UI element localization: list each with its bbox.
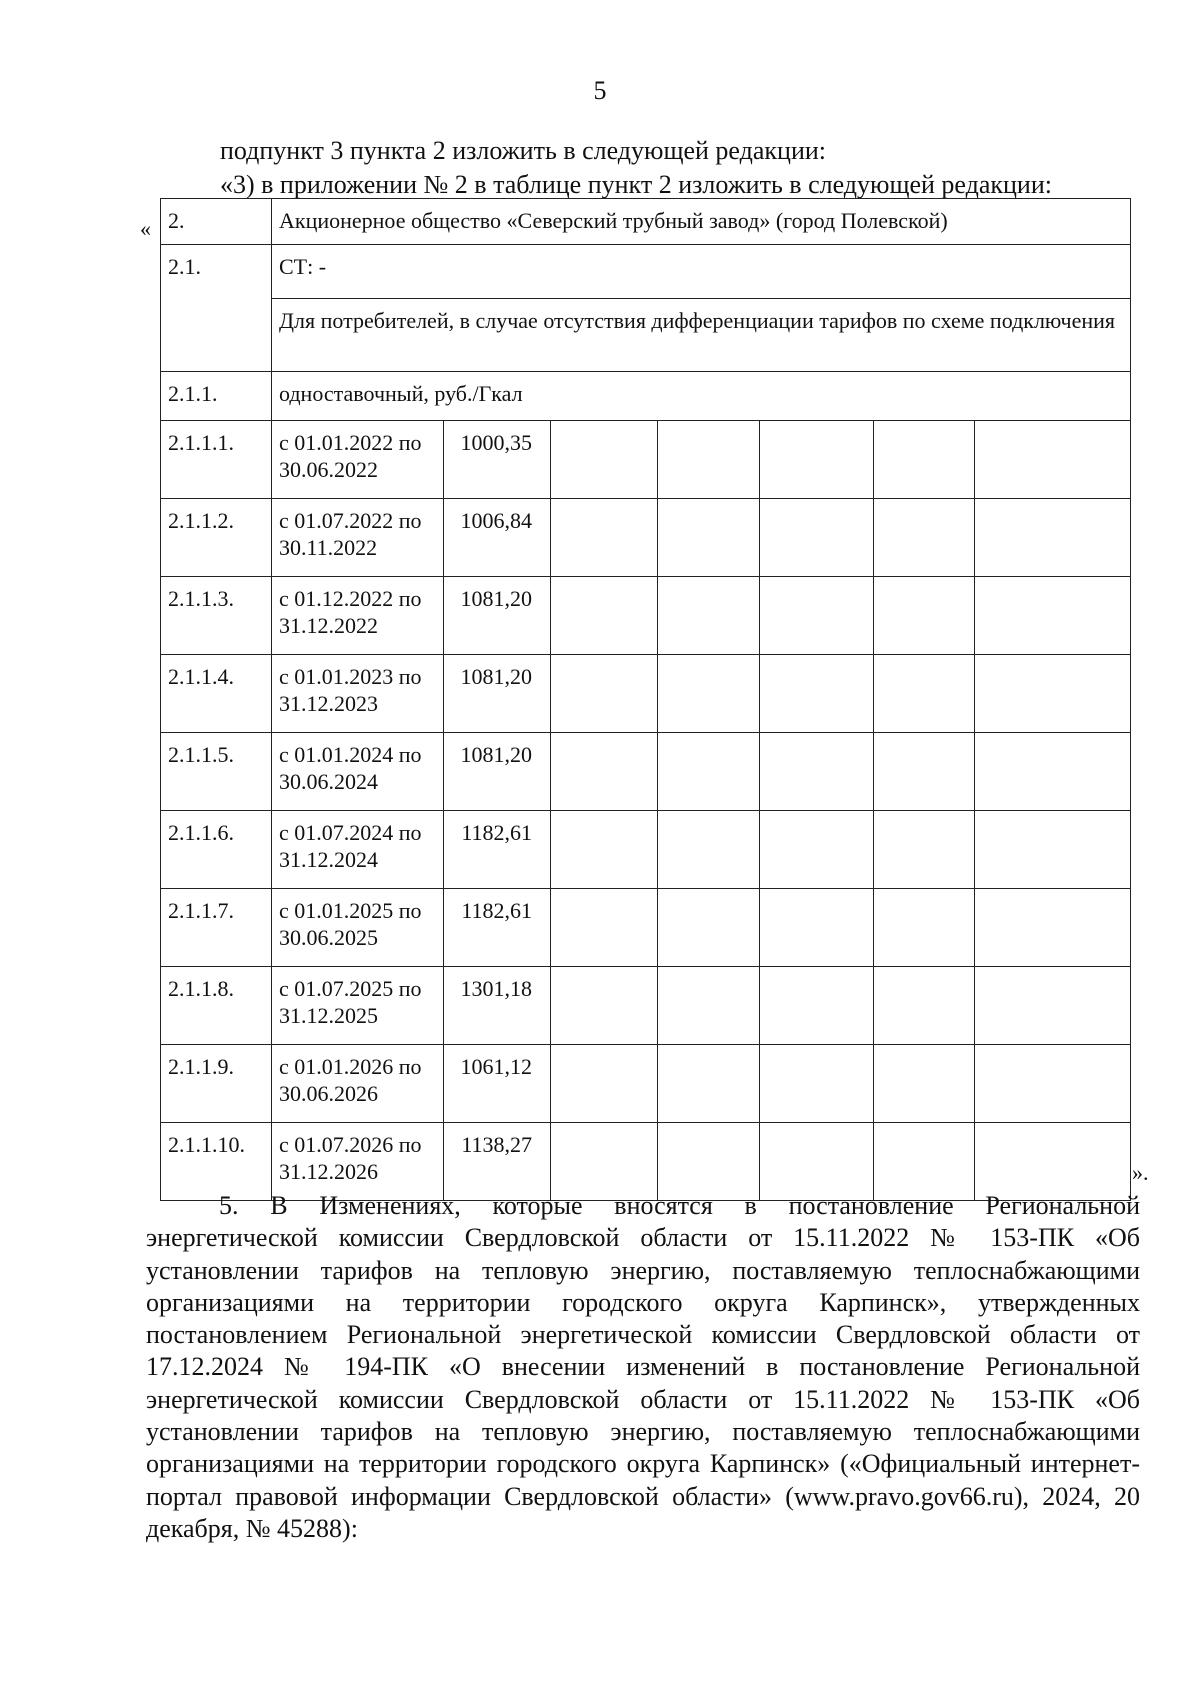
row-number: 2.1.1.: [161, 372, 272, 421]
empty-cell: [658, 1123, 760, 1201]
empty-cell: [975, 889, 1131, 967]
company-name: Акционерное общество «Северский трубный завод» (город Полевской): [272, 199, 1131, 245]
row-number: 2.1.1.2.: [161, 499, 272, 577]
empty-cell: [551, 577, 658, 655]
tariff-type: одноставочный, руб./Гкал: [272, 372, 1131, 421]
empty-cell: [551, 421, 658, 499]
table-row: [161, 889, 1131, 967]
empty-cell: [975, 655, 1131, 733]
empty-cell: [874, 1045, 975, 1123]
tariff-value: 1182,61: [444, 811, 551, 889]
period-cell: с 01.01.2023 по 31.12.2023: [272, 655, 444, 733]
period-cell: с 01.07.2024 по 31.12.2024: [272, 811, 444, 889]
row-number: 2.1.1.1.: [161, 421, 272, 499]
period-cell: с 01.07.2025 по 31.12.2025: [272, 967, 444, 1045]
quote-close: ».: [1132, 1160, 1149, 1185]
empty-cell: [874, 967, 975, 1045]
tariff-value: 1000,35: [444, 421, 551, 499]
table-row-2-1: [161, 245, 1131, 299]
empty-cell: [975, 967, 1131, 1045]
empty-cell: [658, 499, 760, 577]
period-cell: с 01.07.2022 по 30.11.2022: [272, 499, 444, 577]
table-row: [161, 499, 1131, 577]
empty-cell: [874, 421, 975, 499]
tariff-value: 1081,20: [444, 577, 551, 655]
row-number: 2.1.1.9.: [161, 1045, 272, 1123]
tariff-value: 1061,12: [444, 1045, 551, 1123]
empty-cell: [760, 1123, 874, 1201]
row-number: 2.1.1.8.: [161, 967, 272, 1045]
table-row: [161, 811, 1131, 889]
table-row-2: [161, 199, 1131, 245]
empty-cell: [760, 967, 874, 1045]
empty-cell: [551, 1123, 658, 1201]
tariff-value: 1006,84: [444, 499, 551, 577]
row-number: 2.1.1.6.: [161, 811, 272, 889]
tariff-value: 1081,20: [444, 655, 551, 733]
tariff-value: 1182,61: [444, 889, 551, 967]
table-row: [161, 655, 1131, 733]
empty-cell: [975, 421, 1131, 499]
table-row: [161, 733, 1131, 811]
paragraph-5-block: [146, 1190, 1140, 1545]
empty-cell: [975, 811, 1131, 889]
period-cell: с 01.01.2022 по 30.06.2022: [272, 421, 444, 499]
row-number: 2.1.1.4.: [161, 655, 272, 733]
quote-open: «: [140, 216, 151, 241]
intro-line-1: подпункт 3 пункта 2 изложить в следующей редакции:: [220, 136, 826, 165]
row-number: 2.1.: [161, 245, 272, 372]
empty-cell: [658, 811, 760, 889]
empty-cell: [551, 499, 658, 577]
empty-cell: [760, 655, 874, 733]
period-cell: с 01.01.2025 по 30.06.2025: [272, 889, 444, 967]
paragraph-5: 5. В Изменениях, которые вносятся в постановление Региональной энергетической комиссии Свердловской области от 15.11.2022 № 153-ПК «Об установлении тарифов на тепловую энергию, поставляемую теплоснабжающими организациями на территории городского округа Карпинск», утвержденных постановлением Региональной энергетической комиссии Свердловской области от 17.12.2024 № 194-ПК «О внесении изменений в постановление Региональной энергетической комиссии Свердловской области от 15.11.2022 № 153-ПК «Об установлении тарифов на тепловую энергию, поставляемую теплоснабжающими организациями на территории городского округа Карпинск» («Официальный интернет-портал правовой информации Свердловской области» (www.pravo.gov66.ru), 2024, 20 декабря, № 45288):: [146, 1191, 1140, 1543]
empty-cell: [874, 811, 975, 889]
empty-cell: [760, 499, 874, 577]
empty-cell: [760, 421, 874, 499]
row-number: 2.: [161, 199, 272, 245]
empty-cell: [760, 577, 874, 655]
system-label: СТ: -: [272, 245, 1131, 299]
period-cell: с 01.01.2024 по 30.06.2024: [272, 733, 444, 811]
empty-cell: [658, 1045, 760, 1123]
empty-cell: [760, 811, 874, 889]
consumer-note: Для потребителей, в случае отсутствия дифференциации тарифов по схеме подключения: [272, 299, 1131, 372]
empty-cell: [551, 1045, 658, 1123]
empty-cell: [551, 811, 658, 889]
empty-cell: [874, 1123, 975, 1201]
empty-cell: [975, 1123, 1131, 1201]
empty-cell: [658, 967, 760, 1045]
empty-cell: [551, 967, 658, 1045]
tariff-value: 1138,27: [444, 1123, 551, 1201]
period-cell: с 01.12.2022 по 31.12.2022: [272, 577, 444, 655]
empty-cell: [874, 499, 975, 577]
row-number: 2.1.1.7.: [161, 889, 272, 967]
empty-cell: [760, 733, 874, 811]
table-row: [161, 967, 1131, 1045]
tariff-table: [160, 198, 1131, 1201]
empty-cell: [874, 655, 975, 733]
empty-cell: [658, 421, 760, 499]
table-row: [161, 421, 1131, 499]
page-number: 5: [593, 76, 607, 105]
empty-cell: [874, 577, 975, 655]
empty-cell: [551, 655, 658, 733]
table-row-note: [161, 299, 1131, 372]
empty-cell: [760, 1045, 874, 1123]
table-row: [161, 577, 1131, 655]
empty-cell: [975, 1045, 1131, 1123]
row-number: 2.1.1.10.: [161, 1123, 272, 1201]
row-number: 2.1.1.3.: [161, 577, 272, 655]
row-number: 2.1.1.5.: [161, 733, 272, 811]
empty-cell: [658, 889, 760, 967]
empty-cell: [975, 499, 1131, 577]
empty-cell: [658, 655, 760, 733]
table-row-2-1-1: [161, 372, 1131, 421]
empty-cell: [874, 733, 975, 811]
empty-cell: [760, 889, 874, 967]
tariff-value: 1081,20: [444, 733, 551, 811]
empty-cell: [658, 577, 760, 655]
period-cell: с 01.07.2026 по 31.12.2026: [272, 1123, 444, 1201]
table-row: [161, 1123, 1131, 1201]
empty-cell: [874, 889, 975, 967]
empty-cell: [551, 889, 658, 967]
period-cell: с 01.01.2026 по 30.06.2026: [272, 1045, 444, 1123]
empty-cell: [551, 733, 658, 811]
empty-cell: [658, 733, 760, 811]
empty-cell: [975, 577, 1131, 655]
tariff-value: 1301,18: [444, 967, 551, 1045]
intro-line-2: «3) в приложении № 2 в таблице пункт 2 изложить в следующей редакции:: [220, 170, 1052, 199]
table-row: [161, 1045, 1131, 1123]
empty-cell: [975, 733, 1131, 811]
